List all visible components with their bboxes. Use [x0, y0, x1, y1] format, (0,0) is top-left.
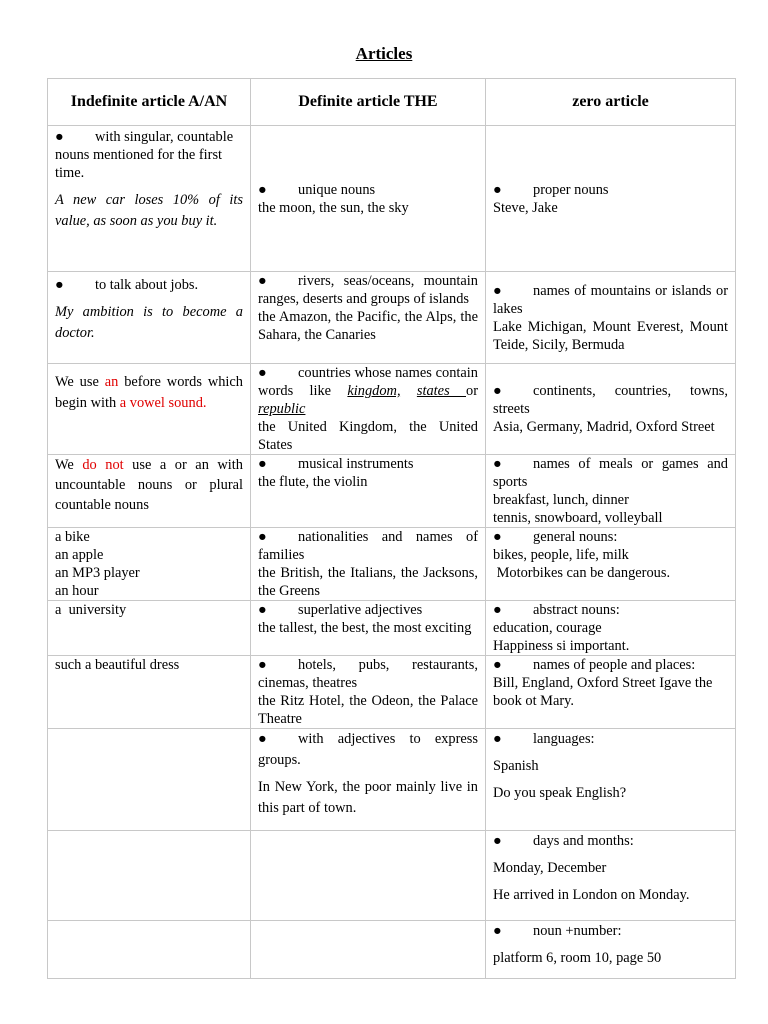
bullet-icon: ● — [258, 273, 267, 289]
example-sentence: A new car loses 10% of its value, as soon as you buy it. — [55, 192, 243, 229]
bullet-icon: ● — [493, 731, 502, 747]
bullet-icon: ● — [493, 383, 502, 399]
bullet-icon: ● — [493, 529, 502, 545]
bullet-icon: ● — [493, 657, 502, 673]
table-row: a university ● superlative adjectives the tallest, the best, the most exciting ● abstract nouns: education, courage Happiness si important. — [48, 601, 736, 656]
bullet-icon: ● — [258, 181, 267, 198]
bullet-icon: ● — [258, 456, 267, 472]
bullet-icon: ● — [258, 731, 267, 747]
table-row: ● with adjectives to express groups. In New York, the poor mainly live in this part of town. ● languages: Spanish Do you speak English? — [48, 729, 736, 831]
bullet-icon: ● — [258, 529, 267, 545]
table-row: a bike an apple an MP3 player an hour ● nationalities and names of families the British, the Italians, the Jacksons, the Greens ● general nouns: bikes, people, life, milk Motorbikes can be dangerous. — [48, 528, 736, 601]
bullet-icon: ● — [493, 181, 502, 198]
bullet-icon: ● — [258, 365, 267, 381]
bullet-icon: ● — [493, 602, 502, 618]
bullet-icon: ● — [258, 657, 267, 673]
example-sentence: My ambition is to become a doctor. — [55, 304, 243, 341]
table-row: ● noun +number: platform 6, room 10, page 50 — [48, 921, 736, 979]
bullet-icon: ● — [258, 602, 267, 618]
table-row: ● days and months: Monday, December He arrived in London on Monday. — [48, 831, 736, 921]
table-row: ● with singular, countable nouns mentioned for the first time. A new car loses 10% of its value, as soon as you buy it. ● unique nouns the moon, the sun, the sky ● proper nouns Steve, Jake — [48, 126, 736, 272]
bullet-icon: ● — [493, 923, 502, 939]
bullet-icon: ● — [55, 277, 64, 293]
table-row: We do not use a or an with uncountable nouns or plural countable nouns ● musical instruments the flute, the violin ● names of meals or games and sports breakfast, lunch, dinner tennis, snowboard, volleyball — [48, 455, 736, 528]
articles-table — [47, 78, 736, 979]
page-title: Articles — [355, 44, 413, 63]
header-indefinite: Indefinite article A/AN — [48, 79, 251, 126]
bullet-icon: ● — [493, 456, 502, 472]
table-row: such a beautiful dress ● hotels, pubs, restaurants, cinemas, theatres the Ritz Hotel, the Odeon, the Palace Theatre ● names of people and places: Bill, England, Oxford Street Igave the book ot Mary. — [48, 656, 736, 729]
bullet-icon: ● — [493, 282, 502, 299]
header-definite: Definite article THE — [251, 79, 486, 126]
table-row: We use an before words which begin with a vowel sound. ● countries whose names contain words like kingdom, states or republic the United Kingdom, the United States ● continents, countries, towns, streets Asia, Germany, Madrid, Oxford Street — [48, 364, 736, 455]
bullet-icon: ● — [55, 129, 64, 145]
table-row: ● to talk about jobs. My ambition is to become a doctor. ● rivers, seas/oceans, mountain ranges, deserts and groups of islands the Amazon, the Pacific, the Alps, the Sahara, the Canaries ● names of mountains or islands or lakes Lake Michigan, Mount Everest, Mount Teide, Sicily, Bermuda — [48, 272, 736, 364]
bullet-icon: ● — [493, 833, 502, 849]
table-header-row — [48, 79, 736, 126]
header-zero: zero article — [486, 79, 736, 126]
